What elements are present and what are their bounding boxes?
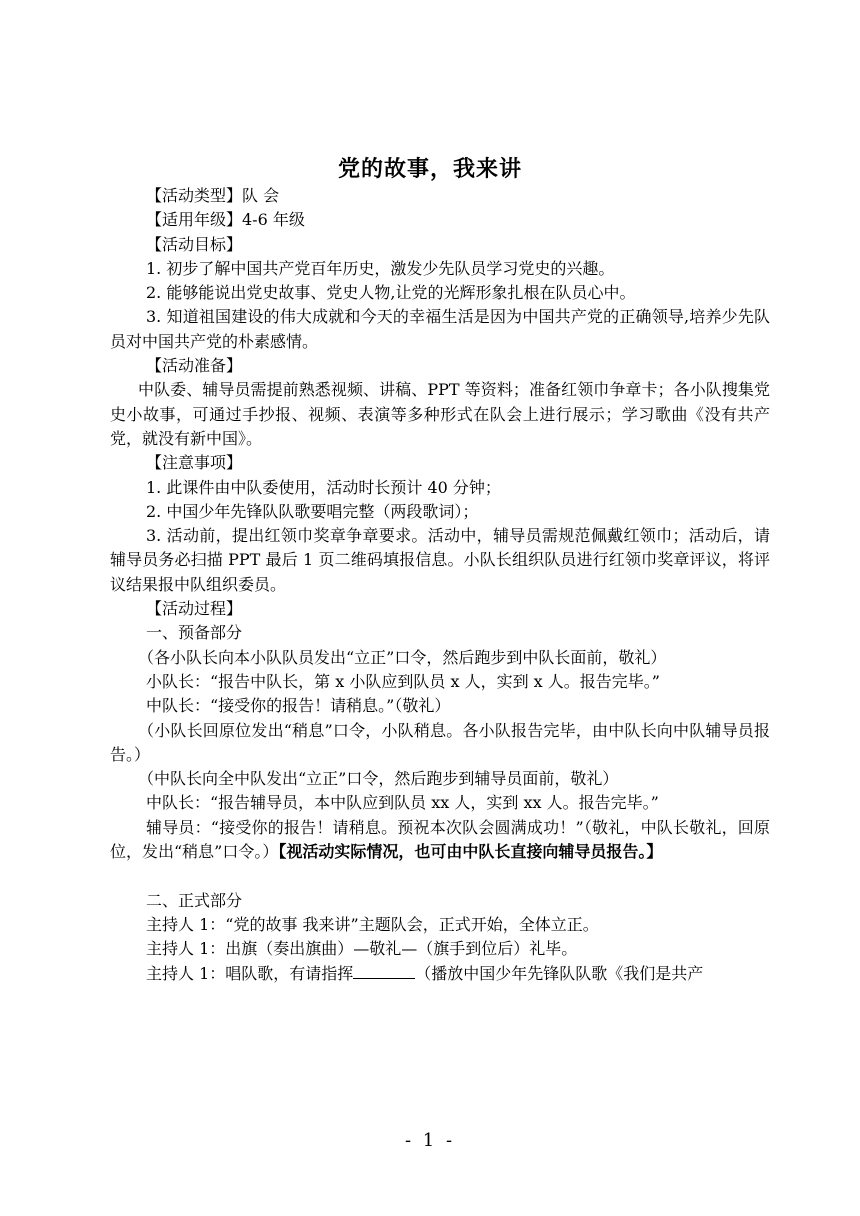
note-item: 3. 活动前，提出红领巾奖章争章要求。活动中，辅导员需规范佩戴红领巾；活动后，请辅导员务必扫描 PPT 最后 1 页二维码填报信息。小队长组织队员进行红领巾奖章评议，将评议结果报中队组织委员。 bbox=[110, 526, 770, 594]
counselor-line bbox=[110, 816, 770, 865]
part2-heading: 二、正式部分 bbox=[146, 890, 243, 910]
counselor-note: 【视活动实际情况，也可由中队长直接向辅导员报告。】 bbox=[278, 842, 663, 862]
script-line: 小队长：“报告中队长，第 x 小队应到队员 x 人，实到 x 人。报告完毕。” bbox=[146, 671, 660, 691]
prep-paragraph: 中队委、辅导员需提前熟悉视频、讲稿、PPT 等资料；准备红领巾争章卡；各小队搜集党史小故事，可通过手抄报、视频、表演等多种形式在队会上进行展示；学习歌曲《没有共产党，就没有新中国》。 bbox=[110, 380, 770, 448]
document-title: 党的故事，我来讲 bbox=[337, 157, 522, 182]
script-line: 主持人 1：出旗（奏出旗曲）—敬礼—（旗手到位后）礼毕。 bbox=[146, 939, 578, 959]
notes-heading: 【注意事项】 bbox=[146, 453, 243, 473]
grade-level: 【适用年级】4-6 年级 bbox=[146, 210, 305, 230]
script-line: 中队长：“接受你的报告！请稍息。”（敬礼） bbox=[146, 696, 451, 716]
counselor-text: 辅导员：“接受你的报告！请稍息。预祝本次队会圆满成功！”（敬礼，中队长敬礼，回原位，发出“稍息”口令。） bbox=[110, 817, 770, 862]
part1-heading: 一、预备部分 bbox=[146, 623, 243, 643]
note-item: 1. 此课件由中队委使用，活动时长预计 40 分钟； bbox=[146, 477, 501, 497]
process-heading: 【活动过程】 bbox=[146, 599, 243, 619]
host-song-line bbox=[110, 962, 770, 986]
document-body bbox=[110, 184, 770, 986]
conductor-blank bbox=[353, 963, 415, 979]
host-song-prefix: 主持人 1：唱队歌，有请指挥 bbox=[146, 963, 354, 983]
note-item: 2. 中国少年先锋队队歌要唱完整（两段歌词）； bbox=[146, 501, 479, 521]
spacer bbox=[110, 864, 770, 888]
goal-item: 3. 知道祖国建设的伟大成就和今天的幸福生活是因为中国共产党的正确领导,培养少先队员对中国共产党的朴素感情。 bbox=[110, 307, 770, 351]
script-line: （小队长回原位发出“稍息”口令，小队稍息。各小队报告完毕，由中队长向中队辅导员报告。） bbox=[110, 720, 770, 764]
host-song-suffix: （播放中国少年先锋队队歌《我们是共产 bbox=[415, 963, 704, 983]
page-number: - 1 - bbox=[404, 1130, 456, 1151]
goal-item: 2. 能够能说出党史故事、党史人物,让党的光辉形象扎根在队员心中。 bbox=[146, 283, 636, 303]
script-line: 主持人 1：“党的故事 我来讲”主题队会，正式开始，全体立正。 bbox=[146, 914, 599, 934]
script-line: （各小队长向本小队队员发出“立正”口令，然后跑步到中队长面前，敬礼） bbox=[138, 647, 667, 667]
goal-item: 1. 初步了解中国共产党百年历史，激发少先队员学习党史的兴趣。 bbox=[146, 258, 615, 278]
prep-heading: 【活动准备】 bbox=[146, 356, 243, 376]
script-line: 中队长：“报告辅导员，本中队应到队员 xx 人，实到 xx 人。报告完毕。” bbox=[146, 793, 659, 813]
goals-heading: 【活动目标】 bbox=[146, 234, 243, 254]
script-line: （中队长向全中队发出“立正”口令，然后跑步到辅导员面前，敬礼） bbox=[138, 769, 619, 789]
activity-type: 【活动类型】队 会 bbox=[146, 186, 280, 205]
